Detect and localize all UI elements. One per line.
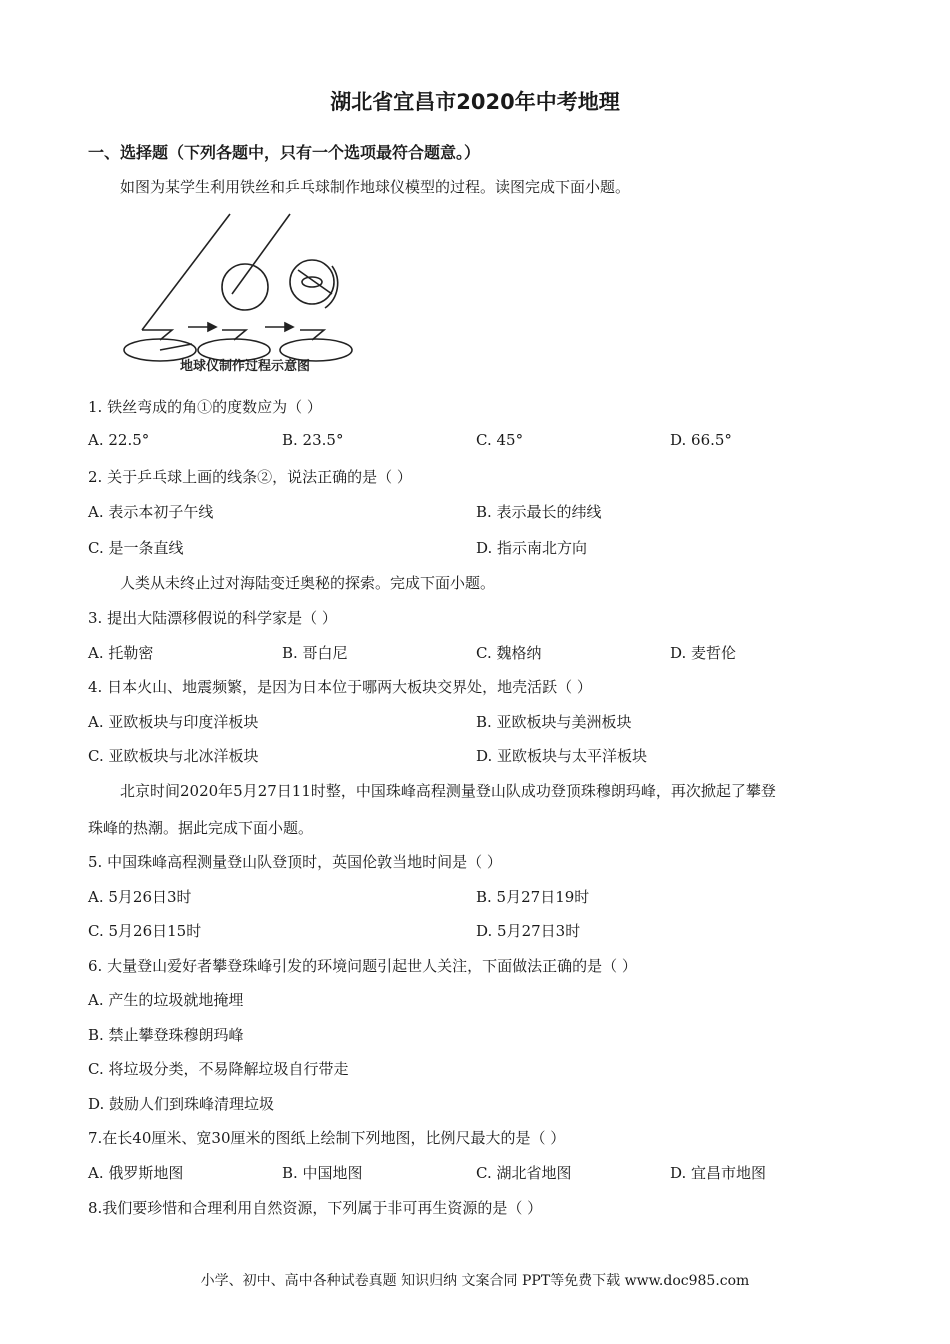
q4-option-c: C. 亚欧板块与北冰洋板块 [88,747,259,765]
intro-text-3: 北京时间2020年5月27日11时整，中国珠峰高程测量登山队成功登顶珠穆朗玛峰，再次掀起了攀登 [120,782,776,800]
intro-text-2: 人类从未终止过对海陆变迁奥秘的探索。完成下面小题。 [120,574,496,592]
question-7-stem: 7.在长40厘米、宽30厘米的图纸上绘制下列地图，比例尺最大的是（ ） [88,1129,566,1147]
q7-option-a: A. 俄罗斯地图 [88,1164,184,1182]
question-3-stem: 3. 提出大陆漂移假说的科学家是（ ） [88,609,337,627]
q6-option-b: B. 禁止攀登珠穆朗玛峰 [88,1026,244,1044]
intro-text: 如图为某学生利用铁丝和乒乓球制作地球仪模型的过程。读图完成下面小题。 [120,178,631,196]
q2-option-c: C. 是一条直线 [88,539,184,557]
q4-option-d: D. 亚欧板块与太平洋板块 [476,747,648,765]
section-heading: 一、选择题（下列各题中，只有一个选项最符合题意。） [88,143,481,162]
question-6-stem: 6. 大量登山爱好者攀登珠峰引发的环境问题引起世人关注，下面做法正确的是（ ） [88,957,637,975]
q2-option-b: B. 表示最长的纬线 [476,503,602,521]
q6-option-a: A. 产生的垃圾就地掩埋 [88,991,244,1009]
q5-option-c: C. 5月26日15时 [88,922,202,940]
q1-option-b: B. 23.5° [282,431,344,449]
q2-option-d: D. 指示南北方向 [476,539,588,557]
question-5-stem: 5. 中国珠峰高程测量登山队登顶时，英国伦敦当地时间是（ ） [88,853,502,871]
q5-option-a: A. 5月26日3时 [88,888,192,906]
q2-option-a: A. 表示本初子午线 [88,503,214,521]
q7-option-c: C. 湖北省地图 [476,1164,572,1182]
figure-caption: 地球仪制作过程示意图 [179,359,311,372]
q4-option-a: A. 亚欧板块与印度洋板块 [88,713,259,731]
question-8-stem: 8.我们要珍惜和合理利用自然资源，下列属于非可再生资源的是（ ） [88,1199,543,1217]
question-2-stem: 2. 关于乒乓球上画的线条②，说法正确的是（ ） [88,468,412,486]
q7-option-d: D. 宜昌市地图 [670,1164,767,1182]
q4-option-b: B. 亚欧板块与美洲板块 [476,713,632,731]
page-title: 湖北省宜昌市2020年中考地理 [330,90,620,114]
q5-option-b: B. 5月27日19时 [476,888,590,906]
q3-option-a: A. 托勒密 [88,644,154,662]
q3-option-c: C. 魏格纳 [476,644,542,662]
question-1-stem: 1. 铁丝弯成的角①的度数应为（ ） [88,398,322,416]
q1-option-d: D. 66.5° [670,431,732,449]
q5-option-d: D. 5月27日3时 [476,922,581,940]
q6-option-d: D. 鼓励人们到珠峰清理垃圾 [88,1095,275,1113]
q3-option-b: B. 哥白尼 [282,644,348,662]
intro-text-3-cont: 珠峰的热潮。据此完成下面小题。 [88,819,314,837]
q1-option-a: A. 22.5° [88,431,150,449]
q6-option-c: C. 将垃圾分类，不易降解垃圾自行带走 [88,1060,349,1078]
globe-making-figure [120,212,370,372]
q1-option-c: C. 45° [476,431,524,449]
page-footer: 小学、初中、高中各种试卷真题 知识归纳 文案合同 PPT等免费下载 www.doc985.com [200,1273,750,1289]
q7-option-b: B. 中国地图 [282,1164,363,1182]
question-4-stem: 4. 日本火山、地震频繁，是因为日本位于哪两大板块交界处，地壳活跃（ ） [88,678,592,696]
q3-option-d: D. 麦哲伦 [670,644,737,662]
